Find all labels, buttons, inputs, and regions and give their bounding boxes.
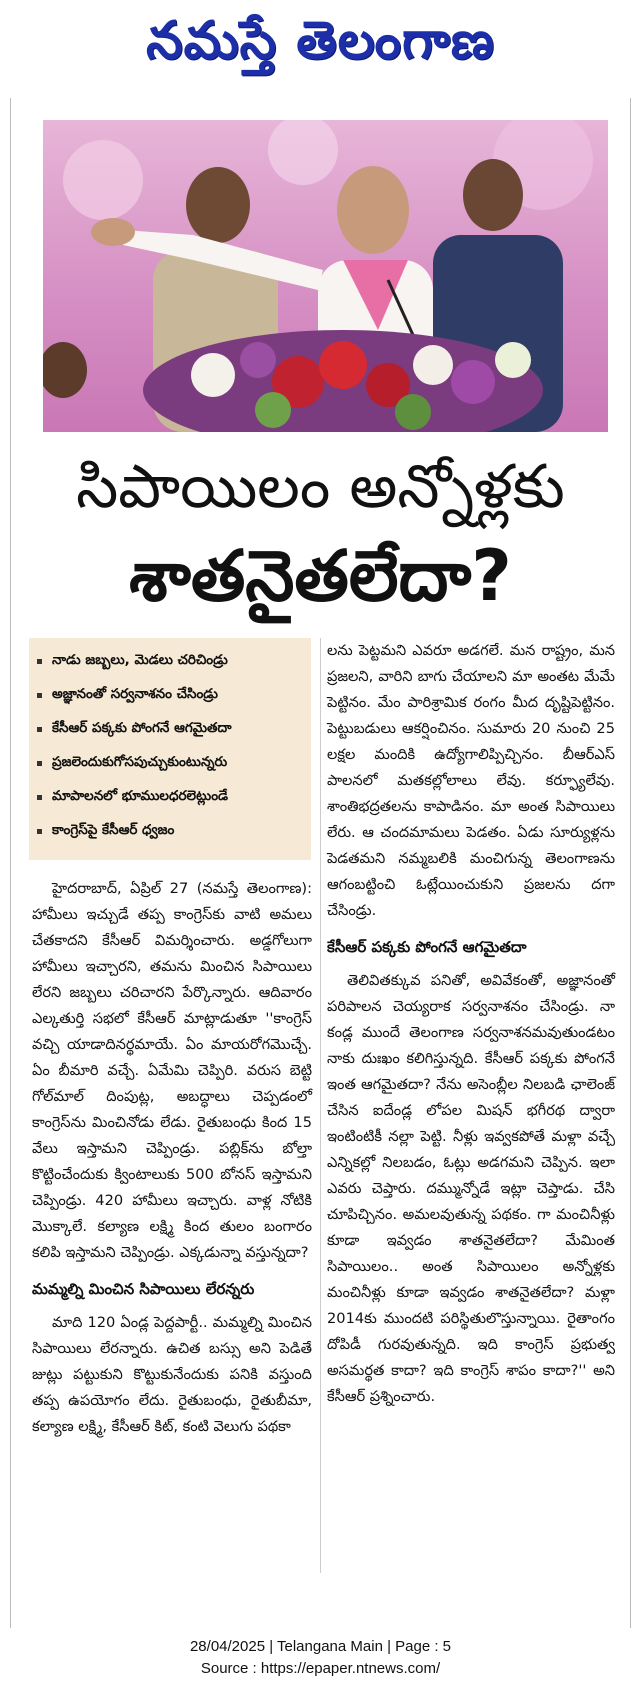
bullet-icon xyxy=(37,659,42,664)
article-column-right xyxy=(327,638,615,1410)
headline-line-1: సిపాయిలం అన్నోళ్లకు xyxy=(76,452,565,522)
edition-info: 28/04/2025 | Telangana Main | Page : 5 xyxy=(189,1638,452,1655)
article-subheading: మమ్మల్ని మించిన సిపాయిలు లేరన్నరు xyxy=(32,1280,255,1298)
highlight-item: కేసీఆర్ పక్కకు పోంగనే ఆగమైతదా xyxy=(29,712,311,746)
article-paragraph: హైదరాబాద్, ఏప్రిల్ 27 (నమస్తే తెలంగాణ): హామీలు ఇచ్చుడే తప్ప కాంగ్రెస్‌కు వాటి అమలు చేతకాదని కేసీఆర్ విమర్శించారు. అడ్డగోలుగా హామీలు ఇచ్చారని, తమను మించిన సిపాయిలు లేరని జబ్బలు చరిచారని పేర్కొన్నారు. ఆదివారం ఎల్కతుర్తి సభలో కేసీఆర్ మాట్లాడుతూ ''కాంగ్రెస్ వచ్చి యాడాదినర్థమాయే. ఏం మాయరోగమొచ్చే. ఏం బీమారి వచ్చే. ఏమేమి చెప్పిరి. వరుస బెట్టి గోల్‌మాల్ దింపుట్ల, అబద్ధాలు చెప్పడంలో కాంగ్రెస్‌ను మించినోడు లేడు. రైతుబంధు కింద 15 వేలు ఇస్తామని చెప్పిండ్రు. పబ్లిక్‌ను బోల్తా కొట్టించేందుకు క్వింటాలుకు 500 బోనస్ ఇస్తామని చెప్పిండ్రు. 420 హామీలు ఇచ్చారు. వాళ్ల నోటికి మొక్కాలే. కల్యాణ లక్ష్మి కింద తులం బంగారం కలిపి ఇస్తామని చెప్పిండ్రు. ఎక్కడున్నా వస్తున్నదా? xyxy=(32,880,312,1261)
bullet-icon xyxy=(37,829,42,834)
bullet-icon xyxy=(37,761,42,766)
bullet-icon xyxy=(37,795,42,800)
highlight-item: ప్రజలెందుకుగోసపుచ్చుకుంటున్నరు xyxy=(29,746,311,780)
highlight-item: అజ్ఞానంతో సర్వనాశనం చేసిండ్రు xyxy=(29,678,311,712)
highlight-item: కాంగ్రెస్‌పై కేసీఆర్ ధ్వజం xyxy=(29,814,311,848)
column-divider xyxy=(320,638,321,1573)
masthead xyxy=(0,0,641,88)
article-photo xyxy=(43,120,608,432)
page-border-left xyxy=(10,98,11,1628)
bullet-icon xyxy=(37,693,42,698)
article-paragraph: మాది 120 ఏండ్ల పెద్దపార్టీ.. మమ్మల్ని మించిన సిపాయిలు లేరన్నారు. ఉచిత బస్సు అని పెడితే జుట్లు పట్టుకుని కొట్టుకునేందుకు పనికి వస్తుంది తప్ప ఉపయోగం లేదు. రైతుబంధు, రైతుబీమా, కల్యాణ లక్ష్మి, కేసీఆర్ కిట్, కంటి వెలుగు పథకా xyxy=(32,1314,312,1435)
page-border-right xyxy=(630,98,631,1628)
headline-line-2: శాతనైతలేదా? xyxy=(129,535,512,617)
highlight-item: నాడు జబ్బలు, మెడలు చరిచిండ్రు xyxy=(29,644,311,678)
article-subheading: కేసీఆర్ పక్కకు పోంగనే ఆగమైతదా xyxy=(327,938,527,956)
source-link[interactable]: Source : https://epaper.ntnews.com/ xyxy=(200,1660,441,1677)
newspaper-logo: నమస్తే తెలంగాణ xyxy=(146,10,495,71)
article-paragraph: తెలివితక్కువ పనితో, అవివేకంతో, అజ్ఞానంతో పరిపాలన చెయ్యరాక సర్వనాశనం చేసిండ్రు. నా కండ్ల ముందే తెలంగాణ సర్వనాశనమవుతుండటం నాకు దుఃఖం కలిగిస్తున్నది. కేసీఆర్ పక్కకు పోంగనే ఇంత ఆగమైతదా? నేను అసెంబ్లీల నిలబడి ఛాలెంజ్ చేసిన ఐదేండ్ల లోపల మిషన్ భగీరథ ద్వారా ఇంటింటికీ నల్లా పెట్టి. నీళ్లు ఇవ్వకపోతే మళ్లా వచ్చే ఎన్నికల్లో నిలబడం, ఓట్లు అడగమని చెప్పిన. ఇలా ఎవరు చెప్తారు. దమ్మున్నోడే ఇట్లా చెప్తాడు. చేసి చూపిచ్చినం. అమలవుతున్న పథకం. గా మంచినీళ్లు కూడా ఇవ్వడం శాతనైతలేదా? మేమింత సిపాయిలం.. అంత సిపాయిలం అన్నోళ్లకు మంచినీళ్లు కూడా ఇవ్వడం శాతనైతలేదా? మళ్లా 2014కు ముందటి పరిస్థితులొస్తున్నాయి. రైతాంగం దోపిడీ గురవుతున్నది. ఇది కాంగ్రెస్ ప్రభుత్వ అసమర్థత కాదా? ఇది కాంగ్రెస్ శాపం కాదా?'' అని కేసీఆర్ ప్రశ్నించారు. xyxy=(327,972,615,1405)
highlight-item: మాపాలనలో భూములధరలెట్లుండే xyxy=(29,780,311,814)
article-paragraph: లను పెట్టమని ఎవరూ అడగలే. మన రాష్ట్రం, మన ప్రజలని, వారిని బాగు చేయాలని మా అంతట మేమే పెట్టినం. మేం పారిశ్రామిక రంగం మీద దృష్టిపెట్టినం. పెట్టుబడులు ఆకర్షించినం. సుమారు 20 నుంచి 25 లక్షల మందికి ఉద్యోగాలిప్పిచ్చినం. బీఆర్‌ఎస్ పాలనలో మతకల్లోలాలు లేవు. కర్ఫ్యూలేవు. శాంతిభద్రతలను కాపాడినం. మా అంత సిపాయిలు లేరు. ఆ చందమామలు పెడతం. ఏడు సూర్యుళ్లను పెడతమని నమ్మబలికి మంచిగున్న తెలంగాణను ఆగంబట్టించి ఓట్లేయించుకుని ప్రజలను దగా చేసిండ్రు. xyxy=(327,642,615,919)
highlights-box xyxy=(29,638,311,860)
page-footer xyxy=(0,1636,641,1680)
bullet-icon xyxy=(37,727,42,732)
article-column-left xyxy=(32,876,312,1440)
